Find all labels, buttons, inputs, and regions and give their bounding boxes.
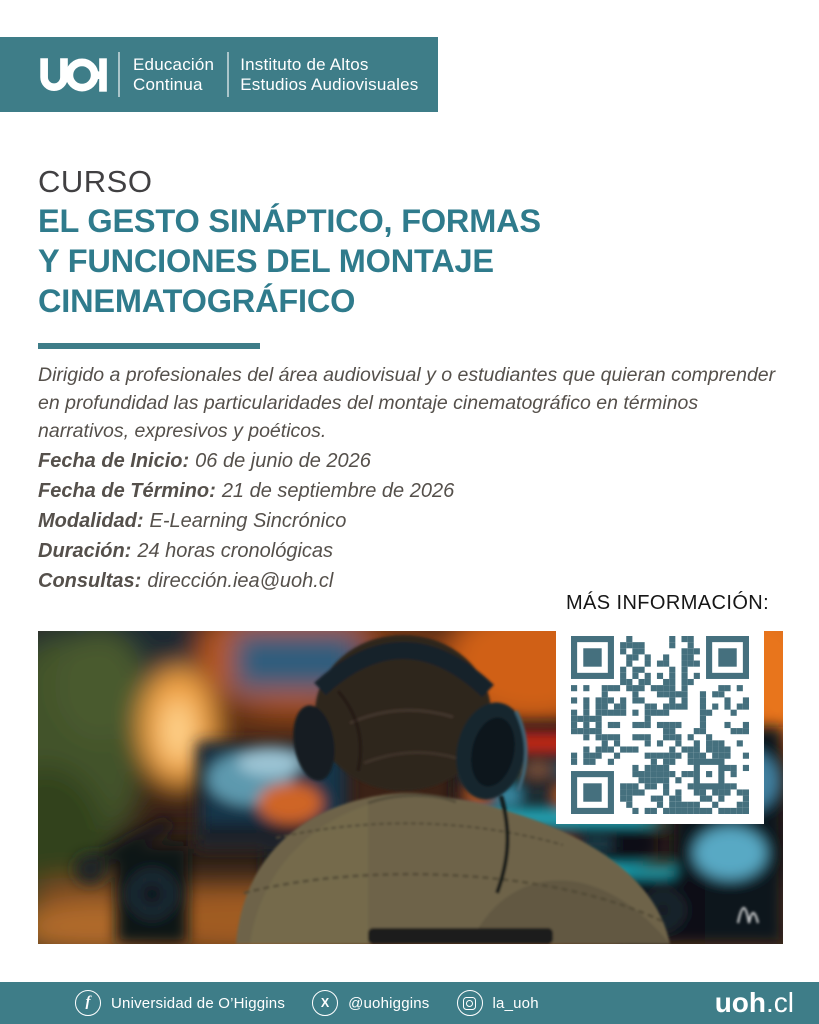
- unit-line: Educación: [133, 55, 215, 74]
- detail-value: 24 horas cronológicas: [137, 540, 334, 562]
- social-item-facebook[interactable]: [75, 990, 285, 1016]
- instagram-dot: [466, 1000, 473, 1007]
- instagram-square: [463, 997, 476, 1010]
- footer-bar: [0, 982, 819, 1024]
- unit-line: Continua: [133, 74, 203, 94]
- header-divider: [227, 52, 229, 97]
- detail-row-fecha-termino: [38, 481, 454, 502]
- unit-instituto-audiovisual: [240, 55, 418, 94]
- x-icon: [312, 990, 338, 1016]
- header-bar: [0, 37, 438, 112]
- site-link-bold: uoh: [714, 987, 766, 1018]
- facebook-icon: [75, 990, 101, 1016]
- facebook-glyph: f: [85, 994, 91, 1010]
- course-title: [38, 201, 541, 321]
- detail-value: E-Learning Sincrónico: [149, 510, 347, 532]
- detail-label: Fecha de Inicio:: [38, 450, 190, 472]
- course-description: Dirigido a profesionales del área audiovisual y o estudiantes que quieran comprender en profundidad las particularidades del montaje cinematográfico en términos narrativos, expresivos y poéticos.: [38, 364, 776, 442]
- course-title-line-2: Y FUNCIONES DEL MONTAJE: [38, 243, 494, 279]
- site-link-suffix: .cl: [766, 987, 794, 1018]
- course-kicker: CURSO: [38, 164, 153, 199]
- uoh-logo: [36, 54, 110, 96]
- detail-row-duracion: [38, 541, 454, 562]
- social-label: la_uoh: [492, 994, 539, 1012]
- social-item-instagram[interactable]: [457, 990, 539, 1016]
- detail-label: Consultas:: [38, 570, 142, 592]
- unit-line: Estudios Audiovisuales: [240, 74, 419, 94]
- x-glyph: X: [320, 996, 330, 1010]
- detail-label: Fecha de Término:: [38, 480, 216, 502]
- more-info-label: MÁS INFORMACIÓN:: [566, 592, 770, 614]
- social-label: Universidad de O’Higgins: [111, 994, 286, 1012]
- qr-box: [556, 626, 764, 824]
- course-title-line-3: CINEMATOGRÁFICO: [38, 283, 356, 319]
- social-item-x[interactable]: [312, 990, 429, 1016]
- detail-value contact-email[interactable]: dirección.iea@uoh.cl: [147, 570, 334, 592]
- site-link[interactable]: [715, 987, 794, 1019]
- title-divider: [38, 343, 260, 349]
- course-details: [38, 451, 454, 601]
- unit-line: Instituto de Altos: [240, 55, 369, 74]
- detail-value: 06 de junio de 2026: [195, 450, 371, 472]
- course-title-line-1: EL GESTO SINÁPTICO, FORMAS: [38, 203, 541, 239]
- footer-social-list: [75, 990, 539, 1016]
- detail-row-modalidad: [38, 511, 454, 532]
- unit-educacion-continua: [133, 55, 214, 94]
- detail-value: 21 de septiembre de 2026: [221, 480, 455, 502]
- detail-label: Duración:: [38, 540, 132, 562]
- instagram-icon: [457, 990, 483, 1016]
- header-divider: [118, 52, 120, 97]
- detail-row-consultas: [38, 571, 454, 592]
- social-label: @uohiggins: [348, 994, 430, 1012]
- qr-code[interactable]: [571, 636, 749, 814]
- detail-label: Modalidad:: [38, 510, 144, 532]
- detail-row-fecha-inicio: [38, 451, 454, 472]
